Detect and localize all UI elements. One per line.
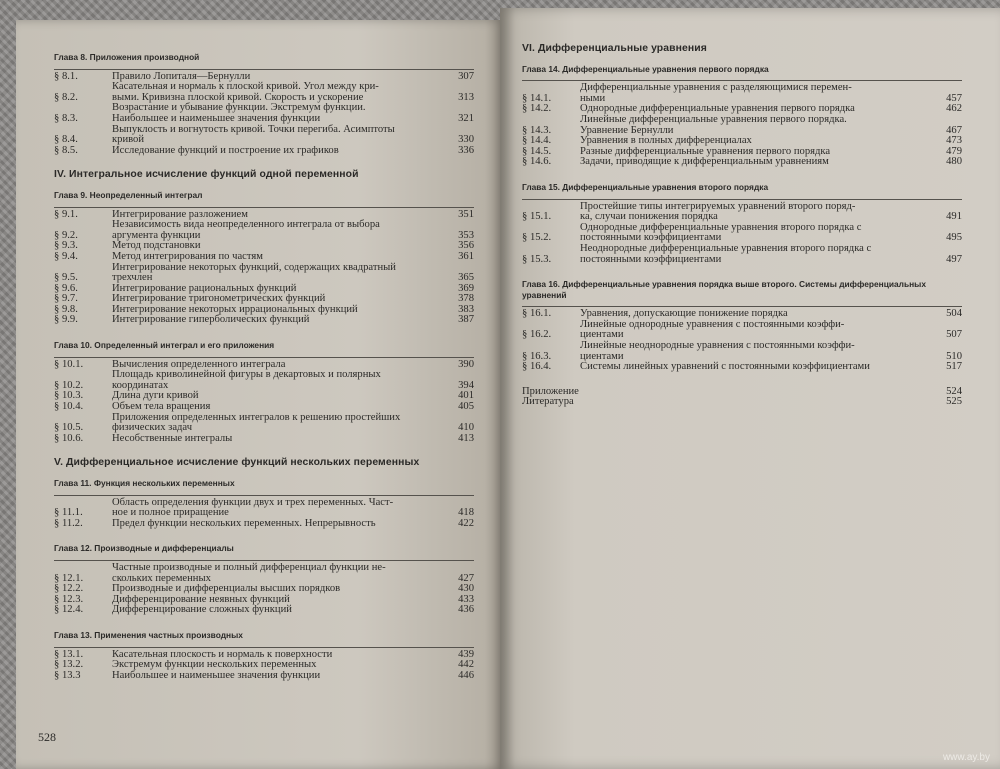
section-title-line: постоянными коэффициентами <box>580 253 722 265</box>
section-title-line: Дифференциальные уравнения с разделяющимися перемен- <box>580 82 852 94</box>
toc-entry <box>54 103 474 124</box>
section-title-line: Интегрирование разложением <box>112 208 248 220</box>
toc-entry <box>54 671 474 682</box>
toc-entry <box>522 244 962 265</box>
part-title: V. Дифференциальное исчисление функций нескольких переменных <box>54 457 420 469</box>
toc-entry <box>54 519 474 530</box>
section-title <box>112 563 446 584</box>
section-title <box>112 671 446 682</box>
section-number: § 12.2. <box>54 583 84 595</box>
page-ref: 387 <box>458 314 474 326</box>
page-ref: 361 <box>458 250 474 262</box>
toc-entry <box>54 413 474 434</box>
section-title-line: Системы линейных уравнений с постоянными коэффициентами <box>580 361 870 373</box>
page-ref: 507 <box>946 329 962 341</box>
section-number: § 9.5. <box>54 272 78 284</box>
section-title-line: Линейные дифференциальные уравнения первого порядка. <box>580 113 847 125</box>
chapter-title: Глава 9. Неопределенный интеграл <box>54 189 203 200</box>
section-title-line: Метод подстановки <box>112 240 201 252</box>
section-title-line: Приложения определенных интегралов к решению простейших <box>112 411 401 423</box>
section-number: § 11.2. <box>54 517 83 529</box>
chapter-rule <box>54 69 474 70</box>
section-number: § 8.1. <box>54 70 78 82</box>
toc-entries <box>54 563 474 616</box>
section-title-line: координатах <box>112 379 169 391</box>
section-title-line: Линейные неоднородные уравнения с постоянными коэффи- <box>580 340 855 352</box>
section-title-line: Экстремум функции нескольких переменных <box>112 659 317 671</box>
section-number: § 8.4. <box>54 134 78 146</box>
section-title-line: Уравнение Бернулли <box>580 124 674 136</box>
page-ref: 504 <box>946 308 962 320</box>
page-ref: 457 <box>946 92 962 104</box>
section-title-line: Неоднородные дифференциальные уравнения второго порядка с <box>580 242 872 254</box>
section-title-line: постоянными коэффициентами <box>580 232 722 244</box>
page-ref: 307 <box>458 70 474 82</box>
toc-entries <box>54 650 474 682</box>
chapter-rule <box>54 647 474 648</box>
section-title-line: физических задач <box>112 422 193 434</box>
appendix-entry <box>522 397 962 408</box>
chapter-title: Глава 10. Определенный интеграл и его приложения <box>54 340 275 351</box>
chapter-rule <box>54 357 474 358</box>
toc-entry <box>54 605 474 616</box>
page-ref: 433 <box>458 593 474 605</box>
toc-entry <box>522 202 962 223</box>
section-title-line: трехчлен <box>112 272 153 284</box>
section-title-line: Производные и дифференциалы высших порядков <box>112 583 341 595</box>
toc-entries <box>522 83 962 168</box>
page-ref: 525 <box>946 396 962 408</box>
section-number: § 10.1. <box>54 358 84 370</box>
page-ref: 353 <box>458 229 474 241</box>
left-page <box>16 20 504 769</box>
section-title <box>112 498 446 519</box>
toc-entries <box>522 309 962 373</box>
section-number: § 9.8. <box>54 303 78 315</box>
section-title-line: Длина дуги кривой <box>112 390 199 402</box>
section-title-line: Метод интегрирования по частям <box>112 250 263 262</box>
toc-entries <box>54 72 474 157</box>
page-ref: 480 <box>946 156 962 168</box>
page-ref: 462 <box>946 103 962 115</box>
section-number: § 10.6. <box>54 432 84 444</box>
section-title-line: Наибольшее и наименьшее значения функции <box>112 112 321 124</box>
page-ref: 418 <box>458 507 474 519</box>
page-ref: 330 <box>458 134 474 146</box>
toc-entry <box>522 83 962 104</box>
section-number: § 14.1. <box>522 92 552 104</box>
toc-entries <box>522 202 962 266</box>
section-number: § 9.6. <box>54 282 78 294</box>
section-title <box>580 362 934 373</box>
section-title <box>112 434 446 445</box>
page-ref: 405 <box>458 401 474 413</box>
section-title <box>580 341 934 362</box>
section-number: § 9.4. <box>54 250 78 262</box>
section-title-line: циентами <box>580 329 624 341</box>
section-title <box>580 320 934 341</box>
section-number: § 15.2. <box>522 232 552 244</box>
page-ref: 422 <box>458 517 474 529</box>
right-page-toc <box>522 44 962 408</box>
section-title-line: ка, случаи понижения порядка <box>580 211 718 223</box>
page-ref: 410 <box>458 422 474 434</box>
section-title <box>112 413 446 434</box>
toc-entries <box>54 360 474 445</box>
page-ref: 510 <box>946 350 962 362</box>
section-number: § 16.2. <box>522 329 552 341</box>
section-title <box>112 263 446 284</box>
section-number: § 10.2. <box>54 379 84 391</box>
section-title <box>112 82 446 103</box>
chapter-rule <box>522 199 962 200</box>
chapter-title: Глава 14. Дифференциальные уравнения первого порядка <box>522 63 769 74</box>
section-title-line: Исследование функций и построение их графиков <box>112 144 339 156</box>
section-title-line: Интегрирование некоторых иррациональных функций <box>112 303 358 315</box>
section-title-line: Интегрирование гиперболических функций <box>112 314 310 326</box>
section-number: § 13.2. <box>54 659 84 671</box>
section-number: § 16.4. <box>522 361 552 373</box>
section-title <box>112 146 446 157</box>
page-ref: 442 <box>458 659 474 671</box>
section-title-line: ное и полное приращение <box>112 507 229 519</box>
section-title-line: Уравнения в полных дифференциалах <box>580 135 752 147</box>
chapter-rule <box>522 80 962 81</box>
section-number: § 8.2. <box>54 91 78 103</box>
part-title: IV. Интегральное исчисление функций одной переменной <box>54 169 359 181</box>
section-number: § 8.5. <box>54 144 78 156</box>
appendix-entry <box>522 387 962 398</box>
section-title <box>580 202 934 223</box>
section-title-line: Уравнения, допускающие понижение порядка <box>580 308 788 320</box>
section-number: § 13.1. <box>54 648 84 660</box>
section-number: § 9.1. <box>54 208 78 220</box>
page-ref: 430 <box>458 583 474 595</box>
page-ref: 413 <box>458 432 474 444</box>
page-ref: 497 <box>946 253 962 265</box>
section-title-line: Несобственные интегралы <box>112 432 233 444</box>
section-number: § 16.3. <box>522 350 552 362</box>
section-number: § 9.2. <box>54 229 78 241</box>
section-title-line: аргумента функции <box>112 229 201 241</box>
section-title <box>580 157 934 168</box>
section-title-line: циентами <box>580 350 624 362</box>
section-title <box>112 315 446 326</box>
toc-entry <box>522 115 962 136</box>
section-title-line: Интегрирование некоторых функций, содержащих квадратный <box>112 261 396 273</box>
page-ref: 446 <box>458 669 474 681</box>
toc-entry <box>522 223 962 244</box>
watermark: www.ay.by <box>942 752 990 763</box>
page-ref: 439 <box>458 648 474 660</box>
toc-entries <box>54 210 474 327</box>
page-ref: 495 <box>946 232 962 244</box>
section-title-line: Дифференцирование сложных функций <box>112 604 292 616</box>
toc-entry <box>54 146 474 157</box>
section-title <box>112 605 446 616</box>
section-number: § 8.3. <box>54 112 78 124</box>
section-title-line: Выпуклость и вогнутость кривой. Точки перегиба. Асимптоты <box>112 123 395 135</box>
section-number: § 14.3. <box>522 124 552 136</box>
section-title-line: выми. Кривизна плоской кривой. Скорость и ускорение <box>112 91 364 103</box>
toc-entry <box>522 320 962 341</box>
chapter-rule <box>54 207 474 208</box>
toc-entry <box>522 362 962 373</box>
section-number: § 11.1. <box>54 507 83 519</box>
section-title-line: Правило Лопиталя—Бернулли <box>112 70 251 82</box>
toc-entry <box>54 370 474 391</box>
section-title <box>112 220 446 241</box>
page-ref: 491 <box>946 211 962 223</box>
page-ref: 356 <box>458 240 474 252</box>
section-number: § 14.5. <box>522 145 552 157</box>
page-ref: 313 <box>458 91 474 103</box>
section-number: § 9.9. <box>54 314 78 326</box>
page-ref: 479 <box>946 145 962 157</box>
section-title <box>580 223 934 244</box>
chapter-title: Глава 12. Производные и дифференциалы <box>54 543 234 554</box>
page-ref: 436 <box>458 604 474 616</box>
chapter-title: Глава 15. Дифференциальные уравнения второго порядка <box>522 181 769 192</box>
section-number: § 10.3. <box>54 390 84 402</box>
section-title-line: Касательная плоскость и нормаль к поверхности <box>112 648 333 660</box>
section-title-line: кривой <box>112 134 145 146</box>
section-number: § 15.1. <box>522 211 552 223</box>
page-ref: 473 <box>946 135 962 147</box>
section-number: § 12.4. <box>54 604 84 616</box>
right-page <box>500 8 1000 769</box>
chapter-rule <box>54 495 474 496</box>
section-title-line: скольких переменных <box>112 572 211 584</box>
toc-entry <box>54 263 474 284</box>
section-title-line: Частные производные и полный дифференциал функции не- <box>112 561 386 573</box>
section-title-line: Касательная и нормаль к плоской кривой. Угол между кри- <box>112 81 379 93</box>
section-title <box>112 370 446 391</box>
page-ref: 336 <box>458 144 474 156</box>
section-number: § 9.7. <box>54 293 78 305</box>
section-title-line: Предел функции нескольких переменных. Непрерывность <box>112 517 376 529</box>
chapter-rule <box>54 560 474 561</box>
part-title: VI. Дифференциальные уравнения <box>522 43 707 54</box>
section-title <box>112 103 446 124</box>
page-ref: 467 <box>946 124 962 136</box>
section-number: § 10.4. <box>54 401 84 413</box>
toc-entry <box>54 252 474 263</box>
page-number: 528 <box>38 730 56 744</box>
section-number: § 12.1. <box>54 572 84 584</box>
section-title-line: Однородные дифференциальные уравнения второго порядка с <box>580 221 862 233</box>
appendix-title: Приложение <box>522 385 579 397</box>
section-title-line: Возрастание и убывание функции. Экстремум функции. <box>112 102 366 114</box>
chapter-rule <box>522 306 962 307</box>
toc-entry <box>522 341 962 362</box>
page-ref: 517 <box>946 361 962 373</box>
toc-entries <box>54 498 474 530</box>
page-ref: 365 <box>458 272 474 284</box>
section-title <box>580 244 934 265</box>
section-number: § 14.6. <box>522 156 552 168</box>
toc-entry <box>54 563 474 584</box>
toc-entry <box>522 157 962 168</box>
section-title-line: Задачи, приводящие к дифференциальным уравнениям <box>580 156 829 168</box>
toc-entry <box>54 125 474 146</box>
section-title-line: Интегрирование рациональных функций <box>112 282 297 294</box>
toc-entry <box>54 315 474 326</box>
section-title-line: Интегрирование тригонометрических функций <box>112 293 326 305</box>
section-title-line: Площадь криволинейной фигуры в декартовых и полярных <box>112 369 381 381</box>
chapter-title: Глава 16. Дифференциальные уравнения порядка выше второго. Системы дифференциальных уравнений <box>522 279 926 300</box>
page-ref: 351 <box>458 208 474 220</box>
section-title-line: Разные дифференциальные уравнения первого порядка <box>580 145 831 157</box>
appendix-title: Литература <box>522 396 574 408</box>
page-ref: 524 <box>946 385 962 397</box>
section-number: § 14.2. <box>522 103 552 115</box>
section-title-line: Дифференцирование неявных функций <box>112 593 290 605</box>
toc-entry <box>54 498 474 519</box>
toc-entry <box>54 434 474 445</box>
chapter-title: Глава 11. Функция нескольких переменных <box>54 478 235 488</box>
chapter-title: Глава 8. Приложения производной <box>54 52 200 62</box>
page-ref: 383 <box>458 303 474 315</box>
page-ref: 378 <box>458 293 474 305</box>
section-number: § 9.3. <box>54 240 78 252</box>
section-number: § 14.4. <box>522 135 552 147</box>
toc-entry <box>54 82 474 103</box>
section-title <box>112 519 446 530</box>
section-number: § 15.3. <box>522 253 552 265</box>
toc-entry <box>54 220 474 241</box>
section-number: § 10.5. <box>54 422 84 434</box>
page-ref: 427 <box>458 572 474 584</box>
section-title-line: ными <box>580 92 606 104</box>
section-number: § 16.1. <box>522 308 552 320</box>
page-ref: 401 <box>458 390 474 402</box>
section-title-line: Наибольшее и наименьшее значения функции <box>112 669 321 681</box>
section-number: § 13.3 <box>54 669 81 681</box>
section-title-line: Простейшие типы интегрируемых уравнений второго поряд- <box>580 200 856 212</box>
section-title-line: Однородные дифференциальные уравнения первого порядка <box>580 103 855 115</box>
left-page-toc <box>54 52 474 695</box>
section-title-line: Область определения функции двух и трех переменных. Част- <box>112 496 394 508</box>
chapter-title: Глава 13. Применения частных производных <box>54 629 243 640</box>
page-ref: 390 <box>458 358 474 370</box>
section-number: § 12.3. <box>54 593 84 605</box>
page-ref: 394 <box>458 379 474 391</box>
section-title <box>112 252 446 263</box>
section-title <box>112 125 446 146</box>
section-title-line: Вычисления определенного интеграла <box>112 358 286 370</box>
section-title <box>580 115 934 136</box>
section-title-line: Объем тела вращения <box>112 401 211 413</box>
page-ref: 321 <box>458 112 474 124</box>
section-title <box>580 83 934 104</box>
section-title-line: Линейные однородные уравнения с постоянными коэффи- <box>580 318 845 330</box>
page-ref: 369 <box>458 282 474 294</box>
section-title-line: Независимость вида неопределенного интеграла от выбора <box>112 219 380 231</box>
